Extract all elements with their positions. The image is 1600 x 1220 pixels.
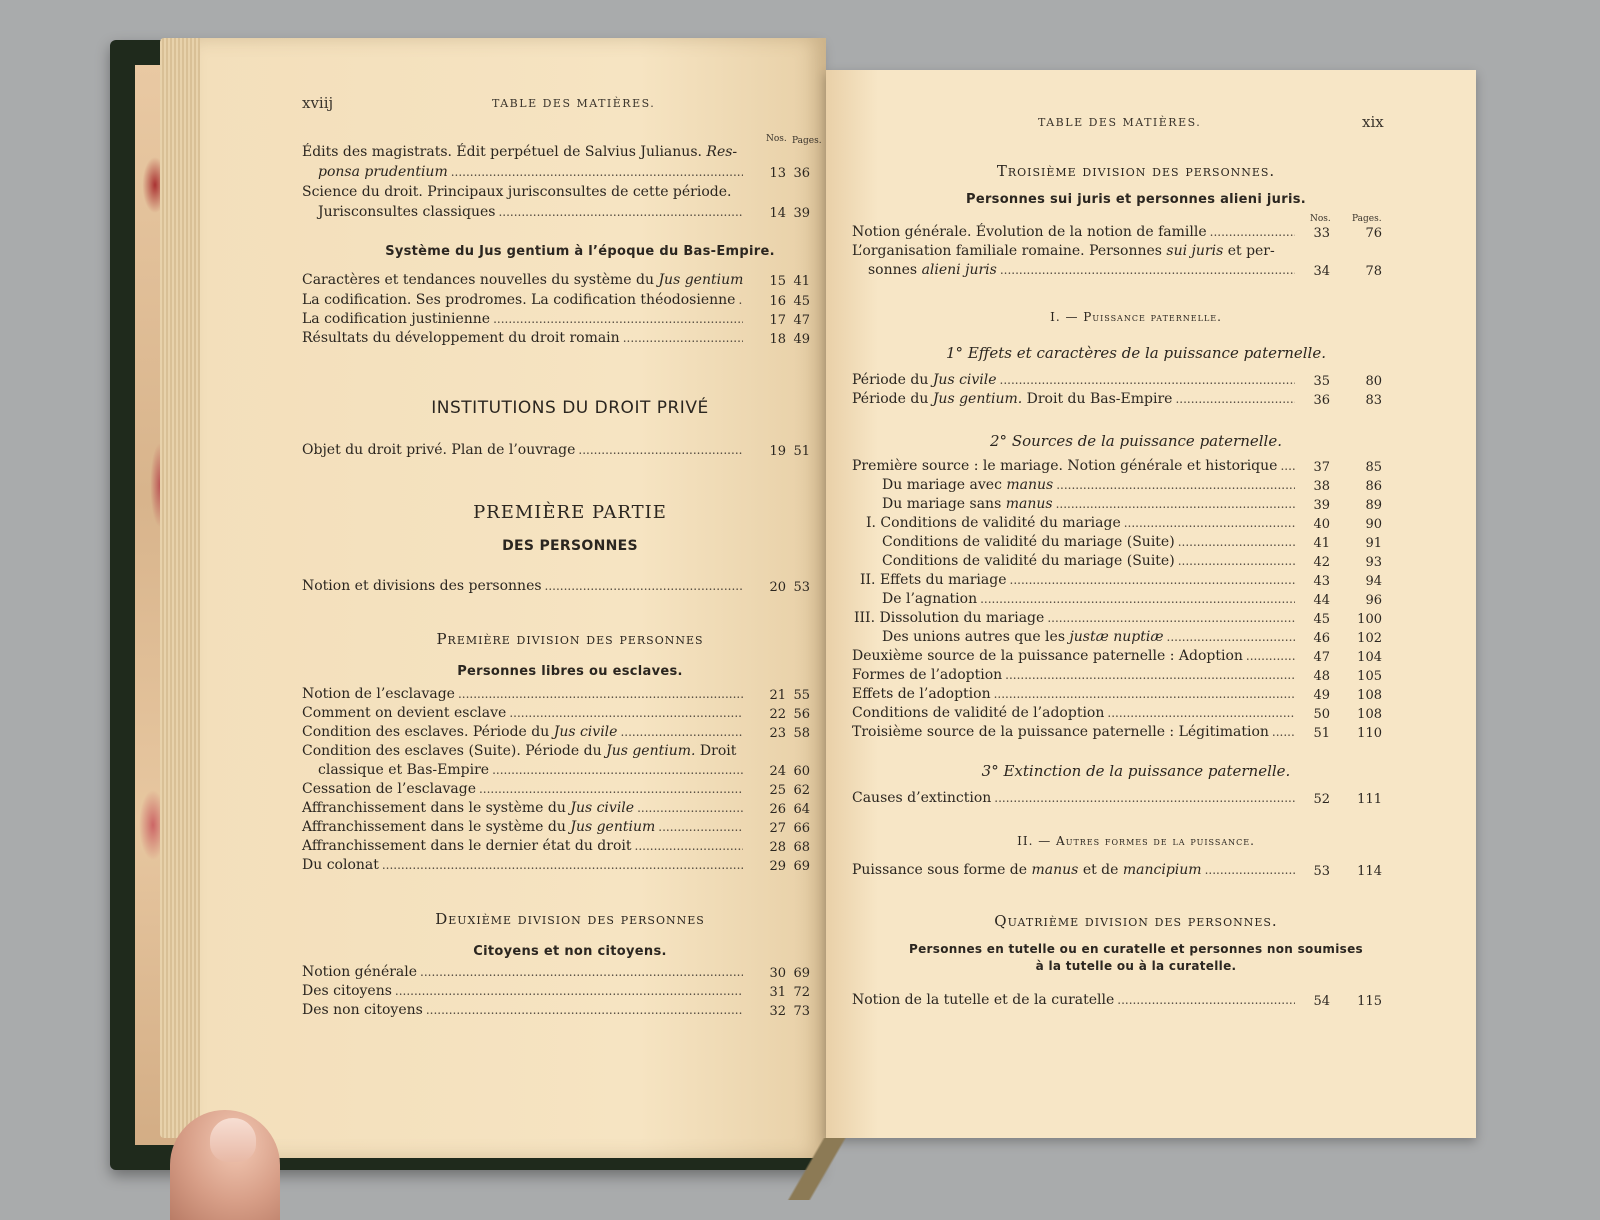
entry-number: 51 (1313, 726, 1330, 741)
entry-page: 91 (1365, 536, 1382, 551)
entry-number: 49 (1313, 688, 1330, 703)
toc-entry: ponsa prudentium ..... (318, 164, 746, 183)
entry-page: 94 (1365, 574, 1382, 589)
entry-number: 54 (1313, 994, 1330, 1009)
toc-entry: III. Dissolution du mariage ..... (854, 610, 1298, 629)
toc-entry: II. Effets du mariage ..... (860, 572, 1298, 591)
entry-number: 30 (769, 966, 786, 981)
page-number: xviij (302, 94, 334, 112)
toc-entry: Affranchissement dans le dernier état du droit ..... (302, 838, 746, 857)
entry-page: 108 (1357, 688, 1382, 703)
toc-entry: Conditions de validité du mariage (Suite) ..... (882, 534, 1298, 553)
toc-entry: Effets de l’adoption ..... (852, 686, 1298, 705)
entry-page: 62 (793, 783, 810, 798)
entry-number: 41 (1313, 536, 1330, 551)
left-page (200, 38, 826, 1158)
toc-entry: Condition des esclaves. Période du Jus civile ..... (302, 724, 746, 743)
entry-page: 55 (793, 688, 810, 703)
entry-number: 52 (1313, 792, 1330, 807)
entry-number: 15 (769, 274, 786, 289)
running-head: TABLE DES MATIÈRES. (1038, 116, 1202, 129)
toc-entry: classique et Bas-Empire ..... (318, 762, 746, 781)
toc-entry: Conditions de validité du mariage (Suite) ..... (882, 553, 1298, 572)
entry-number: 22 (769, 707, 786, 722)
toc-entry: sonnes alieni juris ..... (868, 262, 1298, 281)
entry-page: 111 (1357, 792, 1382, 807)
institutions-title: INSTITUTIONS DU DROIT PRIVÉ (431, 398, 709, 418)
division-heading: Troisième division des personnes. (996, 162, 1276, 180)
section-heading: Système du Jus gentium à l’époque du Bas-Empire. (385, 244, 775, 259)
division-subheading: Personnes libres ou esclaves. (457, 664, 683, 679)
entry-number: 24 (769, 764, 786, 779)
toc-entry: Conditions de validité de l’adoption ..... (852, 705, 1298, 724)
subsection-heading: 3° Extinction de la puissance paternelle. (981, 762, 1291, 780)
toc-entry: Période du Jus civile ..... (852, 372, 1298, 391)
subsection-heading: 2° Sources de la puissance paternelle. (990, 432, 1282, 450)
entry-page: 69 (793, 859, 810, 874)
toc-entry: Affranchissement dans le système du Jus civile ..... (302, 800, 746, 819)
toc-entry: Puissance sous forme de manus et de mancipium ..... (852, 862, 1298, 881)
toc-entry: Causes d’extinction ..... (852, 790, 1298, 809)
entry-number: 53 (1313, 864, 1330, 879)
toc-entry: Première source : le mariage. Notion générale et historique ..... (852, 458, 1298, 477)
entry-page: 86 (1365, 479, 1382, 494)
entry-page: 102 (1357, 631, 1382, 646)
section-heading: I. — Puissance paternelle. (1050, 310, 1222, 324)
subsection-heading: 1° Effets et caractères de la puissance paternelle. (946, 344, 1326, 362)
division-heading: Première division des personnes (436, 630, 704, 648)
entry-number: 16 (769, 294, 786, 309)
section-heading: II. — Autres formes de la puissance. (1017, 834, 1255, 848)
entry-number: 25 (769, 783, 786, 798)
entry-page: 104 (1357, 650, 1382, 665)
entry-number: 21 (769, 688, 786, 703)
entry-number: 40 (1313, 517, 1330, 532)
entry-number: 32 (769, 1004, 786, 1019)
entry-page: 58 (793, 726, 810, 741)
entry-number: 42 (1313, 555, 1330, 570)
entry-number: 14 (769, 206, 786, 221)
entry-page: 53 (793, 580, 810, 595)
toc-entry: La codification. Ses prodromes. La codification théodosienne ..... (302, 292, 746, 311)
entry-number: 50 (1313, 707, 1330, 722)
entry-number: 34 (1313, 264, 1330, 279)
toc-entry: Période du Jus gentium. Droit du Bas-Empire ..... (852, 391, 1298, 410)
entry-page: 93 (1365, 555, 1382, 570)
division-subheading: Personnes en tutelle ou en curatelle et personnes non soumises (909, 942, 1363, 956)
toc-entry: Du colonat ..... (302, 857, 746, 876)
toc-entry: De l’agnation ..... (882, 591, 1298, 610)
entry-number: 26 (769, 802, 786, 817)
entry-page: 114 (1357, 864, 1382, 879)
entry-page: 66 (793, 821, 810, 836)
entry-page: 83 (1365, 393, 1382, 408)
toc-entry: L’organisation familiale romaine. Personnes sui juris et per- (852, 243, 1275, 259)
division-subheading: à la tutelle ou à la curatelle. (1035, 959, 1237, 973)
entry-page: 96 (1365, 593, 1382, 608)
toc-entry: Affranchissement dans le système du Jus gentium ..... (302, 819, 746, 838)
entry-page: 85 (1365, 460, 1382, 475)
toc-entry: Notion et divisions des personnes ..... (302, 578, 746, 597)
entry-number: 20 (769, 580, 786, 595)
entry-page: 76 (1365, 226, 1382, 241)
entry-number: 47 (1313, 650, 1330, 665)
entry-page: 89 (1365, 498, 1382, 513)
division-subheading: Personnes sui juris et personnes alieni juris. (966, 192, 1306, 207)
entry-number: 23 (769, 726, 786, 741)
entry-number: 45 (1313, 612, 1330, 627)
entry-page: 73 (793, 1004, 810, 1019)
toc-entry: Caractères et tendances nouvelles du système du Jus gentium (302, 272, 744, 288)
entry-number: 44 (1313, 593, 1330, 608)
entry-page: 90 (1365, 517, 1382, 532)
entry-page: 56 (793, 707, 810, 722)
entry-page: 110 (1357, 726, 1382, 741)
toc-entry: Des non citoyens ..... (302, 1002, 746, 1021)
right-page (826, 70, 1476, 1138)
entry-page: 69 (793, 966, 810, 981)
entry-page: 49 (793, 332, 810, 347)
toc-entry: Du mariage sans manus ..... (882, 496, 1298, 515)
entry-page: 80 (1365, 374, 1382, 389)
entry-number: 43 (1313, 574, 1330, 589)
entry-page: 45 (793, 294, 810, 309)
entry-page: 47 (793, 313, 810, 328)
toc-entry: Résultats du développement du droit romain ..... (302, 330, 746, 349)
toc-entry: Condition des esclaves (Suite). Période du Jus gentium. Droit (302, 743, 737, 759)
division-heading: Deuxième division des personnes (435, 910, 705, 928)
toc-entry: Cessation de l’esclavage ..... (302, 781, 746, 800)
bookmark-ribbon (775, 1138, 865, 1200)
entry-number: 17 (769, 313, 786, 328)
col-header-pages: Pages. (792, 136, 822, 146)
entry-page: 60 (793, 764, 810, 779)
toc-entry: Jurisconsultes classiques ..... (318, 204, 746, 223)
entry-page: 68 (793, 840, 810, 855)
col-header-no: Nos. (1310, 214, 1331, 224)
entry-page: 36 (793, 166, 810, 181)
entry-page: 39 (793, 206, 810, 221)
col-header-no: Nos. (766, 134, 787, 144)
part-title: PREMIÈRE PARTIE (473, 502, 667, 523)
toc-entry: Notion générale ..... (302, 964, 746, 983)
entry-page: 78 (1365, 264, 1382, 279)
toc-entry: Science du droit. Principaux jurisconsultes de cette période. (302, 184, 732, 200)
part-subtitle: DES PERSONNES (502, 538, 638, 554)
entry-page: 51 (793, 444, 810, 459)
entry-page: 41 (793, 274, 810, 289)
col-header-pages: Pages. (1352, 214, 1382, 224)
toc-entry: Comment on devient esclave ..... (302, 705, 746, 724)
entry-number: 48 (1313, 669, 1330, 684)
entry-number: 28 (769, 840, 786, 855)
entry-page: 105 (1357, 669, 1382, 684)
entry-number: 27 (769, 821, 786, 836)
division-heading: Quatrième division des personnes. (994, 912, 1278, 930)
toc-entry: La codification justinienne ..... (302, 311, 746, 330)
toc-entry: Troisième source de la puissance paternelle : Légitimation ..... (852, 724, 1298, 743)
entry-number: 29 (769, 859, 786, 874)
entry-number: 35 (1313, 374, 1330, 389)
toc-entry: Édits des magistrats. Édit perpétuel de Salvius Julianus. Res- (302, 144, 738, 160)
entry-number: 18 (769, 332, 786, 347)
toc-entry: Du mariage avec manus ..... (882, 477, 1298, 496)
toc-entry: Notion de la tutelle et de la curatelle ..... (852, 992, 1298, 1011)
toc-entry: Notion de l’esclavage ..... (302, 686, 746, 705)
entry-number: 13 (769, 166, 786, 181)
entry-number: 38 (1313, 479, 1330, 494)
running-head: TABLE DES MATIÈRES. (492, 97, 656, 110)
toc-entry: I. Conditions de validité du mariage ..... (866, 515, 1298, 534)
entry-number: 37 (1313, 460, 1330, 475)
entry-number: 31 (769, 985, 786, 1000)
division-subheading: Citoyens et non citoyens. (473, 944, 667, 959)
entry-number: 36 (1313, 393, 1330, 408)
entry-page: 108 (1357, 707, 1382, 722)
toc-entry: Deuxième source de la puissance paternelle : Adoption ..... (852, 648, 1298, 667)
entry-page: 64 (793, 802, 810, 817)
toc-entry: Objet du droit privé. Plan de l’ouvrage ..... (302, 442, 746, 461)
entry-number: 39 (1313, 498, 1330, 513)
entry-number: 46 (1313, 631, 1330, 646)
toc-entry: Notion générale. Évolution de la notion de famille ..... (852, 224, 1298, 243)
entry-page: 115 (1357, 994, 1382, 1009)
toc-entry: Formes de l’adoption ..... (852, 667, 1298, 686)
entry-page: 72 (793, 985, 810, 1000)
thumbnail-nail (210, 1118, 256, 1162)
toc-entry: Des citoyens ..... (302, 983, 746, 1002)
entry-number: 19 (769, 444, 786, 459)
page-number: xix (1362, 113, 1384, 131)
thumb (170, 1110, 280, 1220)
entry-number: 33 (1313, 226, 1330, 241)
entry-page: 100 (1357, 612, 1382, 627)
toc-entry: Des unions autres que les justæ nuptiæ ..... (882, 629, 1298, 648)
